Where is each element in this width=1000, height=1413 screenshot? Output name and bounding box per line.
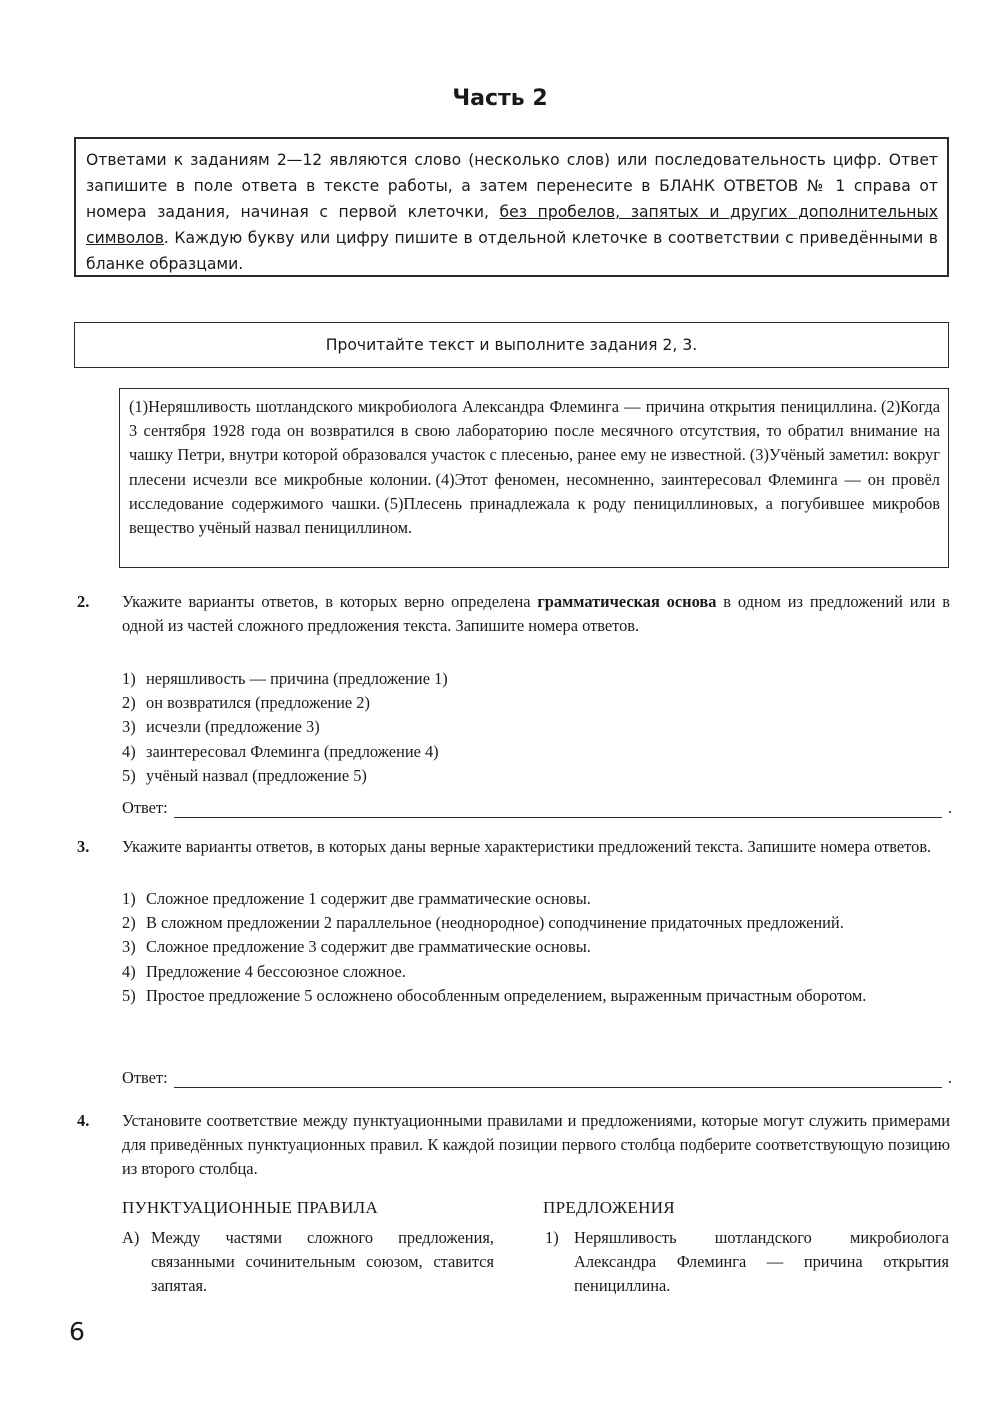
option-number: 4) xyxy=(122,741,136,761)
task2-text-before: Укажите варианты ответов, в которых верно определена xyxy=(122,592,538,611)
part-title: Часть 2 xyxy=(452,86,548,111)
sentence-text: Неряшливость шотландского микробиолога Александра Флеминга — причина открытия пенициллина. xyxy=(574,1228,949,1296)
sentence-2: (2)Когда 3 сентября 1928 года он возвратился в свою лабораторию после месячного отсутствия, то обратил внимание на чашку Петри, внутри которой образовался участок с плесенью, ранее ему не известной. xyxy=(129,397,940,465)
answer-end: . xyxy=(947,1068,952,1087)
task3-option xyxy=(122,960,950,984)
sentence-4: (4)Этот феномен, несомненно, заинтересовал Флеминга — он провёл исследование содержимого чашки. xyxy=(129,469,940,513)
task3-option xyxy=(122,911,950,935)
task3-number: 3. xyxy=(77,837,90,856)
sentence-3: (3)Учёный заметил: вокруг плесени исчезли все микробные колонии. xyxy=(129,445,940,489)
option-text: неряшливость — причина (предложение 1) xyxy=(146,669,448,688)
option-number: 3) xyxy=(122,937,136,957)
instructions-text-end: . Каждую букву или цифру пишите в отдельной клеточке в соответствии с приведёнными в бланке образцами. xyxy=(86,229,938,273)
option-text: В сложном предложении 2 параллельное (неоднородное) соподчинение придаточных предложений. xyxy=(146,913,844,933)
task2-text-bold: грамматическая основа xyxy=(537,592,717,611)
option-text: заинтересовал Флеминга (предложение 4) xyxy=(146,741,439,761)
read-task-box: Прочитайте текст и выполните задания 2, 3. xyxy=(74,322,949,368)
option-number: 2) xyxy=(122,913,136,933)
task2-answer-field[interactable] xyxy=(174,802,942,818)
option-text: исчезли (предложение 3) xyxy=(146,717,320,737)
sentences-column-heading: ПРЕДЛОЖЕНИЯ xyxy=(543,1198,675,1217)
answer-label: Ответ: xyxy=(122,1068,168,1087)
option-number: 5) xyxy=(122,765,136,785)
rule-a xyxy=(122,1226,494,1299)
option-number: 3) xyxy=(122,717,136,737)
task3-answer-field[interactable] xyxy=(174,1072,942,1088)
task2-option xyxy=(122,715,950,739)
task3-answer-row xyxy=(122,1064,952,1088)
task2-option xyxy=(122,691,950,715)
option-number: 1) xyxy=(122,889,136,908)
task4-number: 4. xyxy=(77,1111,90,1130)
task3-option xyxy=(122,984,950,1008)
rules-column-heading: ПУНКТУАЦИОННЫЕ ПРАВИЛА xyxy=(122,1198,379,1217)
sentence-number: 1) xyxy=(545,1228,559,1247)
option-text: Сложное предложение 1 содержит две грамматические основы. xyxy=(146,889,591,908)
instructions-box xyxy=(74,137,949,277)
task3-option xyxy=(122,887,950,911)
option-text: он возвратился (предложение 2) xyxy=(146,693,370,713)
task3-option xyxy=(122,935,950,959)
page-number: 6 xyxy=(69,1317,85,1346)
instructions-underlined: без пробелов, запятых и других дополнительных символов xyxy=(86,203,938,247)
sentence-option-1 xyxy=(545,1226,949,1299)
sentence-1: (1)Неряшливость шотландского микробиолога Александра Флеминга — причина открытия пенициллина. xyxy=(129,397,878,416)
task3-question: Укажите варианты ответов, в которых даны верные характеристики предложений текста. Запишите номера ответов. xyxy=(122,837,932,856)
task2-options xyxy=(122,667,950,788)
option-number: 4) xyxy=(122,961,136,981)
source-text xyxy=(119,388,949,568)
option-number: 5) xyxy=(122,985,136,1005)
task3-options xyxy=(122,887,950,1008)
task2-answer-row xyxy=(122,794,952,818)
option-text: Предложение 4 бессоюзное сложное. xyxy=(146,961,406,981)
sentence-5: (5)Плесень принадлежала к роду пенициллиновых, а погубившее микробов вещество учёный назвал пенициллином. xyxy=(129,493,940,538)
option-text: Сложное предложение 3 содержит две грамматические основы. xyxy=(146,937,591,957)
answer-end: . xyxy=(947,798,952,817)
instructions-text: Ответами к заданиям 2—12 являются слово (несколько слов) или последовательность цифр. Ответ запишите в поле ответа в тексте работы, а затем перенесите в БЛАНК ОТВЕТОВ № 1 справа от номера задания, начиная с первой клеточки, xyxy=(86,151,938,221)
task2-number: 2. xyxy=(77,592,90,611)
rule-letter: А) xyxy=(122,1228,140,1247)
task2-option xyxy=(122,764,950,788)
task2-question xyxy=(122,590,950,638)
option-number: 1) xyxy=(122,669,136,688)
task2-option xyxy=(122,740,950,764)
task2-text-after: в одном из предложений или в одной из частей сложного предложения текста. Запишите номера ответов. xyxy=(122,592,950,636)
answer-label: Ответ: xyxy=(122,798,168,817)
task4-question: Установите соответствие между пунктуационными правилами и предложениями, которые могут служить примерами для приведённых пунктуационных правил. К каждой позиции первого столбца подберите соответствующую позицию из второго столбца. xyxy=(122,1111,950,1179)
task2-option xyxy=(122,667,950,691)
rule-text: Между частями сложного предложения, связанными сочинительным союзом, ставится запятая. xyxy=(151,1228,494,1296)
option-text: учёный назвал (предложение 5) xyxy=(146,765,367,785)
option-number: 2) xyxy=(122,693,136,713)
option-text: Простое предложение 5 осложнено обособленным определением, выраженным причастным оборотом. xyxy=(146,985,867,1005)
